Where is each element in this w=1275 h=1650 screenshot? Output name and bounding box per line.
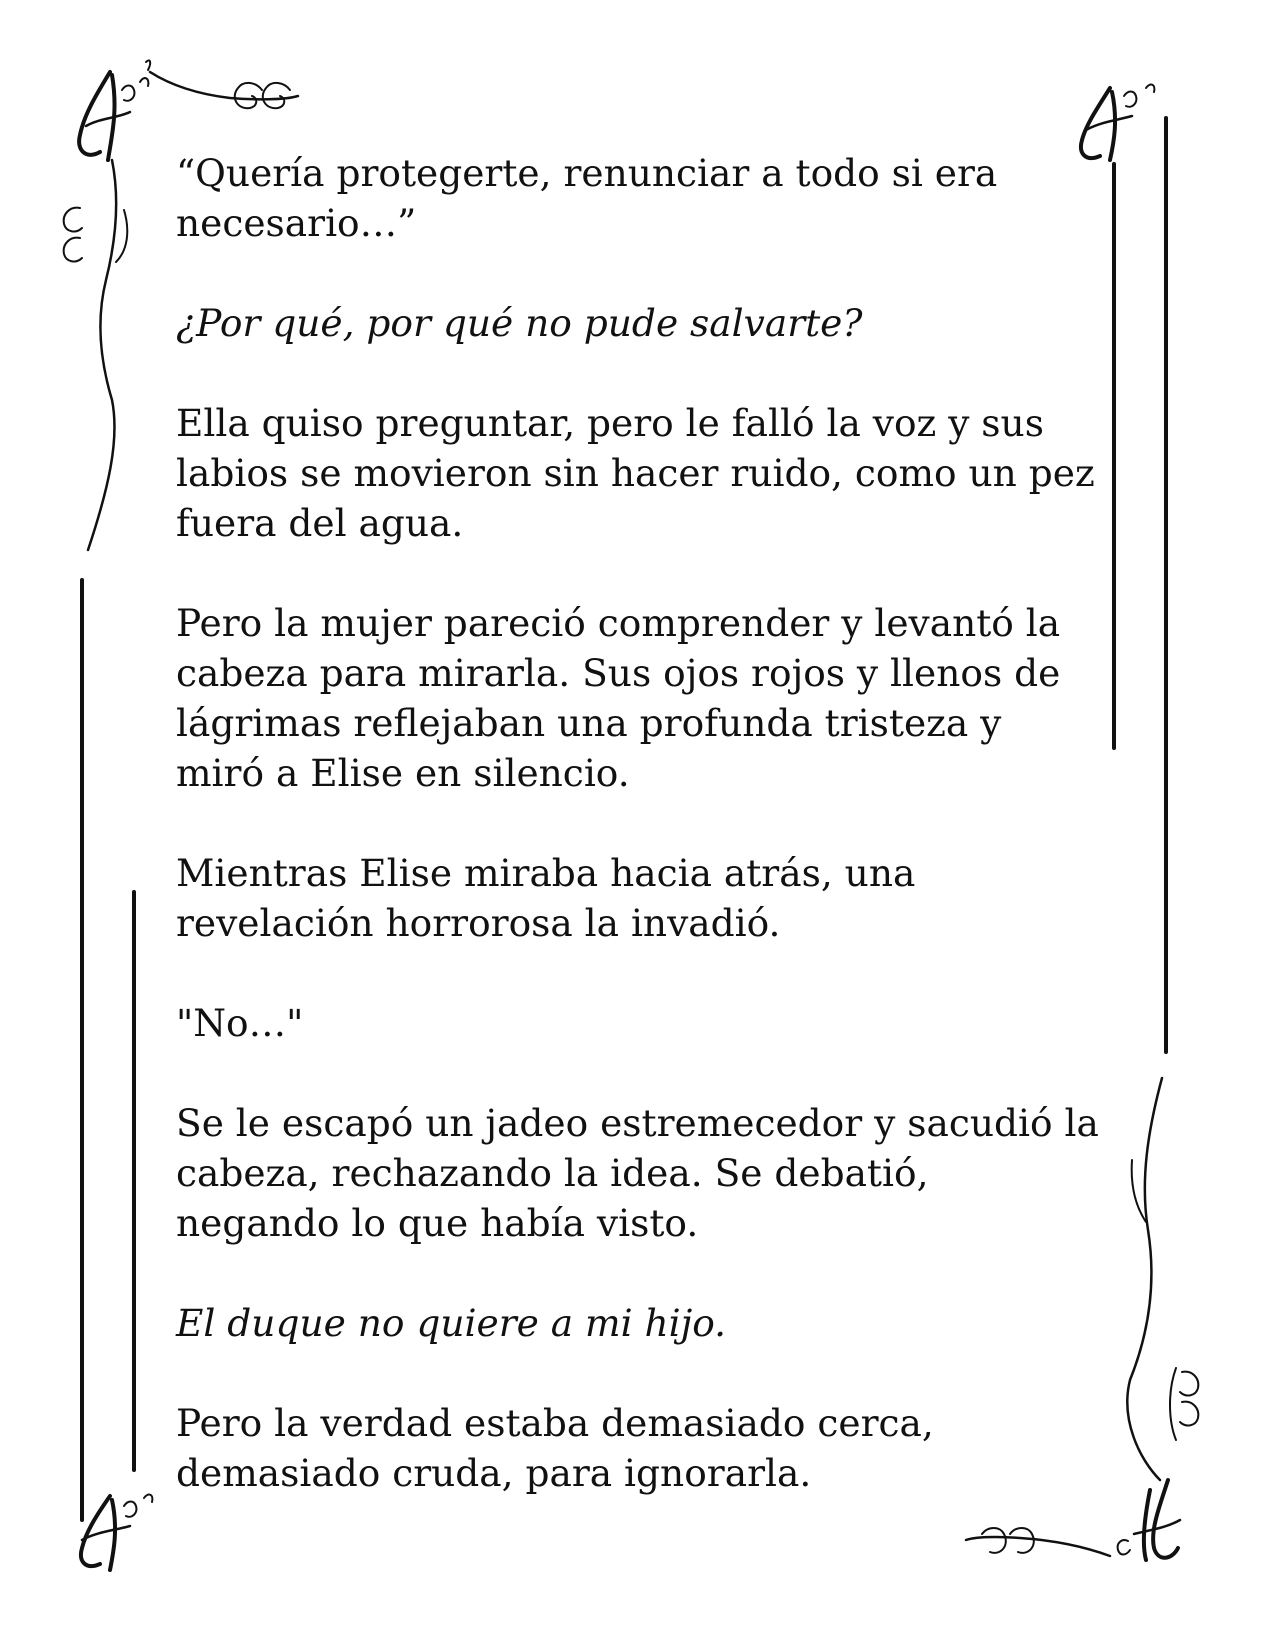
paragraph — [176, 598, 1116, 798]
paragraph — [176, 1298, 1116, 1348]
text-line: ¿Por qué, por qué no pude salvarte? — [176, 301, 863, 345]
paragraph — [176, 148, 1116, 248]
paragraph — [176, 998, 1116, 1048]
text-line: Pero la verdad estaba demasiado cerca, — [176, 1401, 934, 1445]
text-line: fuera del agua. — [176, 501, 464, 545]
text-line: miró a Elise en silencio. — [176, 751, 630, 795]
text-line: revelación horrorosa la invadió. — [176, 901, 781, 945]
text-line: demasiado cruda, para ignorarla. — [176, 1451, 812, 1495]
text-line: lágrimas reflejaban una profunda tristeza y — [176, 701, 1002, 745]
text-line: labios se movieron sin hacer ruido, como un pez — [176, 451, 1095, 495]
paragraph — [176, 398, 1116, 548]
flourish-bottom-left — [81, 1495, 152, 1570]
text-line: Se le escapó un jadeo estremecedor y sacudió la — [176, 1101, 1099, 1145]
paragraph — [176, 848, 1116, 948]
text-line: cabeza, rechazando la idea. Se debatió, — [176, 1151, 929, 1195]
story-text — [176, 148, 1116, 1548]
text-line: “Quería protegerte, renunciar a todo si era — [176, 151, 998, 195]
text-line: "No…" — [176, 1001, 304, 1045]
text-line: Mientras Elise miraba hacia atrás, una — [176, 851, 916, 895]
paragraph — [176, 298, 1116, 348]
paragraph — [176, 1098, 1116, 1248]
text-line: cabeza para mirarla. Sus ojos rojos y llenos de — [176, 651, 1061, 695]
text-line: necesario…” — [176, 201, 417, 245]
text-line: negando lo que había visto. — [176, 1201, 699, 1245]
text-line: El duque no quiere a mi hijo. — [176, 1301, 727, 1345]
text-line: Pero la mujer pareció comprender y levantó la — [176, 601, 1061, 645]
text-line: Ella quiso preguntar, pero le falló la voz y sus — [176, 401, 1044, 445]
paragraph — [176, 1398, 1116, 1498]
